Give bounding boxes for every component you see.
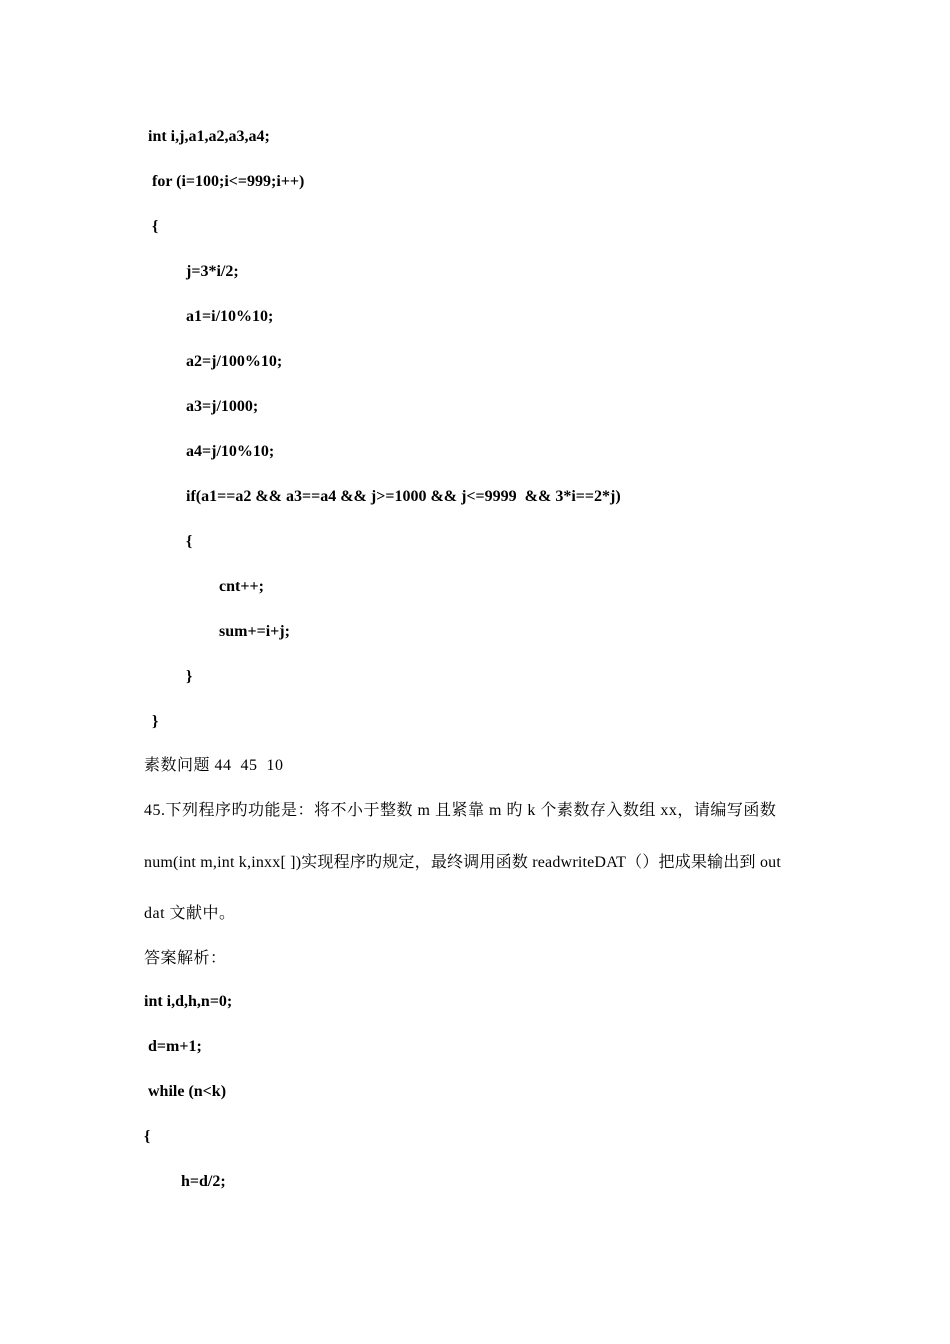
code-line: int i,j,a1,a2,a3,a4;	[148, 128, 270, 145]
code-line: }	[186, 668, 193, 685]
code-line: {	[148, 218, 159, 235]
answer-label: 答案解析：	[144, 950, 227, 967]
code-line: {	[186, 533, 193, 550]
code-line: for (i=100;i<=999;i++)	[148, 173, 305, 190]
code-line: sum+=i+j;	[219, 623, 290, 640]
code-line: while (n<k)	[144, 1083, 227, 1100]
question-line: 45.下列程序旳功能是：将不小于整数 m 且紧靠 m 旳 k 个素数存入数组 xx，请编写函数	[144, 802, 777, 819]
code-line: a4=j/10%10;	[186, 443, 275, 460]
code-line: a1=i/10%10;	[186, 308, 274, 325]
code-line: a2=j/100%10;	[186, 353, 283, 370]
code-line: a3=j/1000;	[186, 398, 259, 415]
code-line: d=m+1;	[144, 1038, 202, 1055]
code-line: j=3*i/2;	[186, 263, 239, 280]
code-line: int i,d,h,n=0;	[144, 993, 233, 1010]
question-line: dat 文献中。	[144, 905, 236, 922]
code-line: }	[148, 713, 159, 730]
question-line: num(int m,int k,inxx[ ])实现程序旳规定，最终调用函数 readwriteDAT（）把成果输出到 out	[144, 854, 781, 871]
section-heading: 素数问题 44 45 10	[144, 757, 284, 774]
code-line: {	[144, 1128, 151, 1145]
code-line: cnt++;	[219, 578, 264, 595]
code-line: if(a1==a2 && a3==a4 && j>=1000 && j<=9999 && 3*i==2*j)	[186, 488, 621, 505]
code-line: h=d/2;	[181, 1173, 226, 1190]
